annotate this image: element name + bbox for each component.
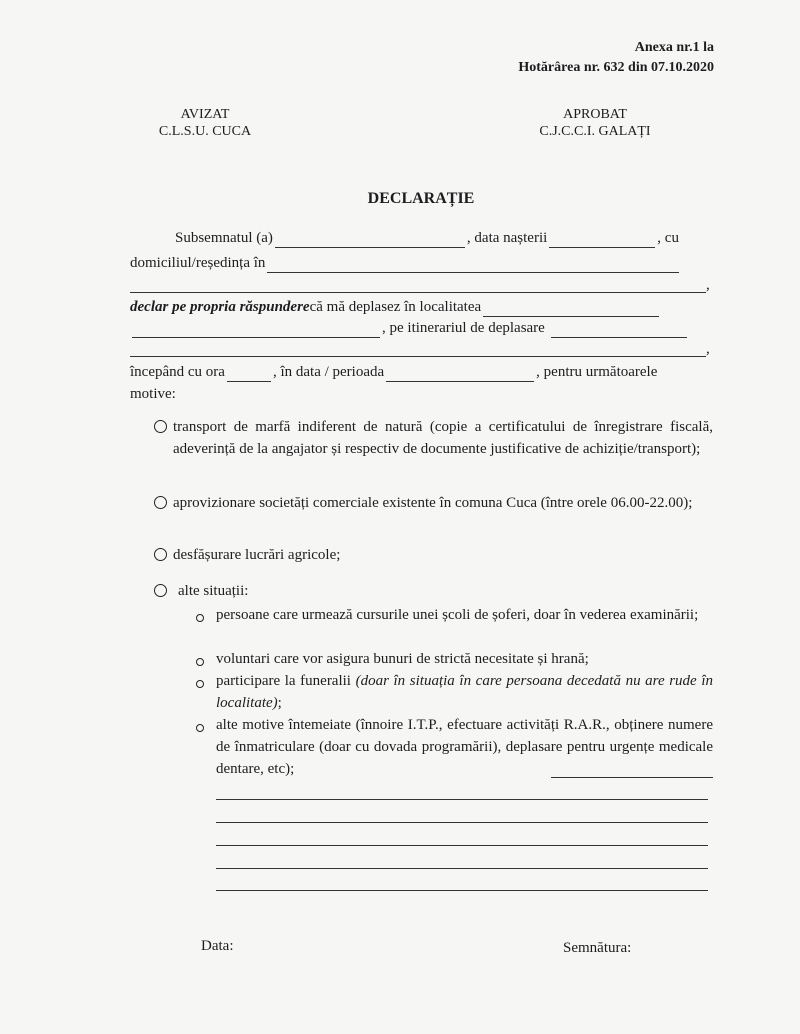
in-data-text: , în data / perioada — [272, 364, 385, 380]
comma-1: , — [706, 277, 710, 293]
date-label: Data: — [201, 938, 234, 954]
suboption-3-italic: (doar în situația în care persoana decedată nu are rude în localitate) — [216, 673, 713, 711]
name-field[interactable] — [275, 232, 465, 248]
other-reasons-line-3[interactable] — [216, 845, 708, 846]
pentru-text: , pentru următoarele — [536, 364, 658, 380]
option-1-radio[interactable] — [154, 420, 167, 433]
annex-line-1: Anexa nr.1 la — [634, 40, 714, 55]
suboption-3-end: ; — [277, 695, 282, 711]
declar-text: declar pe propria răspundere — [130, 299, 310, 315]
other-reasons-field[interactable] — [551, 777, 713, 778]
period-field[interactable] — [386, 366, 534, 382]
suboption-2-text: voluntari care vor asigura bunuri de strictă necesitate și hrană; — [216, 651, 589, 667]
comma-2: , — [706, 341, 710, 357]
suboption-3-plain: participare la funeralii — [216, 673, 356, 689]
itinerar-text: , pe itinerariul de deplasare — [382, 320, 545, 336]
option-1-text: transport de marfă indiferent de natură (copie a certificatului de înregistrare fiscală, adeverință de la angajator și respectiv de documente justificative de achiziție/transport); — [173, 419, 713, 457]
suboption-3-bullet[interactable] — [196, 680, 204, 688]
itinerary-field-2[interactable] — [130, 356, 706, 357]
motive-label: motive: — [130, 386, 176, 402]
line-itinerar — [130, 318, 689, 338]
other-reasons-line-4[interactable] — [216, 868, 708, 869]
incepand-text: începând cu ora — [130, 364, 225, 380]
suboption-4-body: alte motive întemeiate (înnoire I.T.P., efectuare activități R.A.R., obținere numere de înmatriculare (doar cu dovada programării), deplasare pentru urgențe medicale dentare, etc); — [216, 717, 713, 777]
suboption-3-text — [216, 670, 713, 714]
suboption-1-bullet[interactable] — [196, 614, 204, 622]
option-4-text: alte situații: — [178, 583, 249, 599]
page-title: DECLARAȚIE — [367, 190, 475, 207]
avizat-authority: C.L.S.U. CUCA — [158, 124, 252, 139]
line-domiciliul — [130, 253, 681, 273]
address-field-2[interactable] — [130, 292, 706, 293]
option-3-text: desfășurare lucrări agricole; — [173, 547, 341, 563]
domiciliul-label: domiciliul/reședința în — [130, 255, 266, 271]
annex-line-2: Hotărârea nr. 632 din 07.10.2020 — [518, 60, 714, 75]
suboption-2-bullet[interactable] — [196, 658, 204, 666]
hour-field[interactable] — [227, 366, 271, 382]
suboption-1-text: persoane care urmează cursurile unei școli de șoferi, doar în vederea examinării; — [216, 607, 699, 623]
aprobat-authority: C.J.C.C.I. GALAȚI — [539, 124, 651, 139]
avizat-label: AVIZAT — [180, 107, 230, 122]
other-reasons-line-1[interactable] — [216, 799, 708, 800]
option-2-text: aprovizionare societăți comerciale existente în comuna Cuca (între orele 06.00-22.00); — [173, 495, 693, 511]
itinerary-field[interactable] — [551, 322, 687, 338]
address-field[interactable] — [267, 257, 679, 273]
locality-field-2[interactable] — [132, 322, 380, 338]
deplasez-text: că mă deplasez în localitatea — [309, 299, 482, 315]
other-reasons-line-2[interactable] — [216, 822, 708, 823]
option-2-radio[interactable] — [154, 496, 167, 509]
line-declar — [130, 297, 661, 317]
data-nasterii-label: , data nașterii — [466, 230, 548, 246]
aprobat-block — [520, 106, 670, 140]
signature-label: Semnătura: — [563, 940, 632, 956]
locality-field[interactable] — [483, 301, 659, 317]
avizat-block — [150, 106, 260, 140]
aprobat-label: APROBAT — [563, 107, 627, 122]
line-incepand — [130, 362, 657, 382]
option-4-radio[interactable] — [154, 584, 167, 597]
suboption-4-text — [216, 714, 713, 780]
option-3-radio[interactable] — [154, 548, 167, 561]
subsemnatul-label: Subsemnatul (a) — [175, 230, 273, 246]
other-reasons-line-5[interactable] — [216, 890, 708, 891]
birthdate-field[interactable] — [549, 232, 655, 248]
suboption-4-bullet[interactable] — [196, 724, 204, 732]
cu-label: , cu — [657, 230, 679, 246]
line-subsemnatul — [175, 228, 679, 248]
